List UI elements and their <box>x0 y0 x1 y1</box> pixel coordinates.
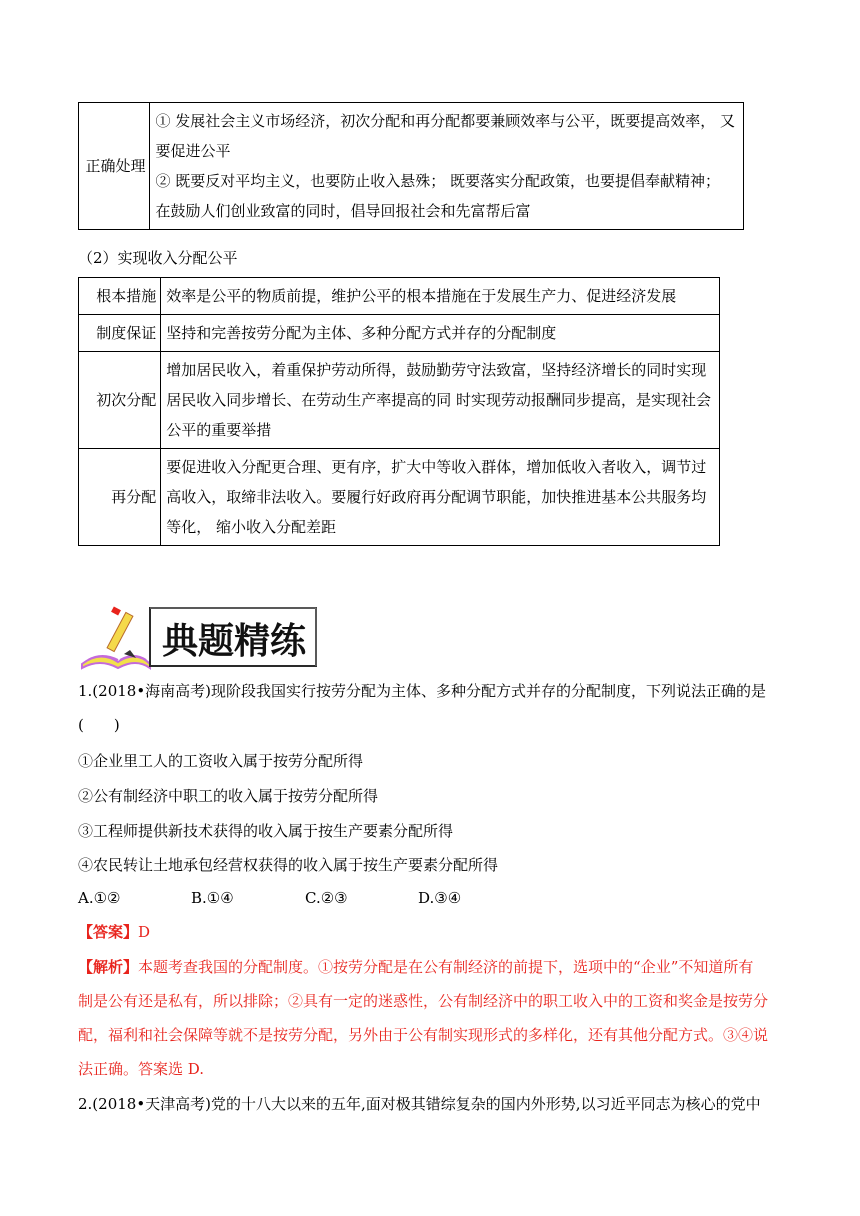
income-distribution-table <box>78 277 720 546</box>
fair-efficiency-table <box>78 102 744 230</box>
q1-statement-2: ②公有制经济中职工的收入属于按劳分配所得 <box>78 787 379 805</box>
banner-title: 典题精练 <box>162 620 307 662</box>
q2-stem: 2.(2018•天津高考)党的十八大以来的五年,面对极其错综复杂的国内外形势,以习近平同志为核心的党中 <box>78 1095 761 1113</box>
row-content-institution: 坚持和完善按劳分配为主体、多种分配方式并存的分配制度 <box>161 315 720 352</box>
q1-option-a: A.①② <box>78 889 121 907</box>
row-content-redistribution: 要促进收入分配更合理、更有序，扩大中等收入群体，增加低收入者收入，调节过 高收入，取缔非法收入。要履行好政府再分配调节职能，加快推进基本公共服务均 等化， 缩小收入分配差距 <box>161 449 720 546</box>
row-content-fundamental: 效率是公平的物质前提，维护公平的根本措施在于发展生产力、促进经济发展 <box>161 278 720 315</box>
section-heading: （2）实现收入分配公平 <box>78 249 238 267</box>
q1-statement-3: ③工程师提供新技术获得的收入属于按生产要素分配所得 <box>78 822 454 840</box>
q1-analysis-line-1: 【解析】本题考查我国的分配制度。①按劳分配是在公有制经济的前提下，选项中的“企业”不知道所有 <box>78 958 754 976</box>
banner-graphic <box>78 606 320 670</box>
q1-analysis-line-3: 配，福利和社会保障等就不是按劳分配，另外由于公有制实现形式的多样化，还有其他分配方式。③④说 <box>78 1026 769 1044</box>
row-label-institution: 制度保证 <box>79 315 161 352</box>
q1-paren: ( ) <box>78 716 120 734</box>
q1-stem: 1.(2018•海南高考)现阶段我国实行按劳分配为主体、多种分配方式并存的分配制度，下列说法正确的是 <box>78 682 767 700</box>
q1-option-b: B.①④ <box>191 889 234 907</box>
row-label-correct-handling: 正确处理 <box>79 103 150 230</box>
analysis-tag: 【解析】 <box>78 958 139 976</box>
row-content-correct-handling: ① 发展社会主义市场经济，初次分配和再分配都要兼顾效率与公平，既要提高效率， 又 要促进公平 ② 既要反对平均主义，也要防止收入悬殊； 既要落实分配政策，也要提倡奉献精神； 在鼓励人们创业致富的同时，倡导回报社会和先富帮后富 <box>150 103 744 230</box>
q1-answer <box>78 922 150 942</box>
answer-value: D <box>138 923 151 941</box>
q1-analysis-line-4: 法正确。答案选 D. <box>78 1060 205 1078</box>
row-content-primary: 增加居民收入，着重保护劳动所得，鼓励勤劳守法致富，坚持经济增长的同时实现 居民收入同步增长、在劳动生产率提高的同 时实现劳动报酬同步提高，是实现社会 公平的重要举措 <box>161 352 720 449</box>
q1-statement-1: ①企业里工人的工资收入属于按劳分配所得 <box>78 752 364 770</box>
q1-analysis-line-2: 制是公有还是私有，所以排除；②具有一定的迷惑性，公有制经济中的职工收入中的工资和奖金是按劳分 <box>78 992 769 1010</box>
row-label-fundamental: 根本措施 <box>79 278 161 315</box>
answer-tag: 【答案】 <box>78 923 139 941</box>
row-label-redistribution: 再分配 <box>79 449 161 546</box>
q1-option-d: D.③④ <box>418 889 462 907</box>
q1-statement-4: ④农民转让土地承包经营权获得的收入属于按生产要素分配所得 <box>78 856 499 874</box>
practice-banner <box>78 606 320 670</box>
row-label-primary: 初次分配 <box>79 352 161 449</box>
pencil-icon <box>107 606 136 658</box>
q1-option-c: C.②③ <box>305 889 348 907</box>
